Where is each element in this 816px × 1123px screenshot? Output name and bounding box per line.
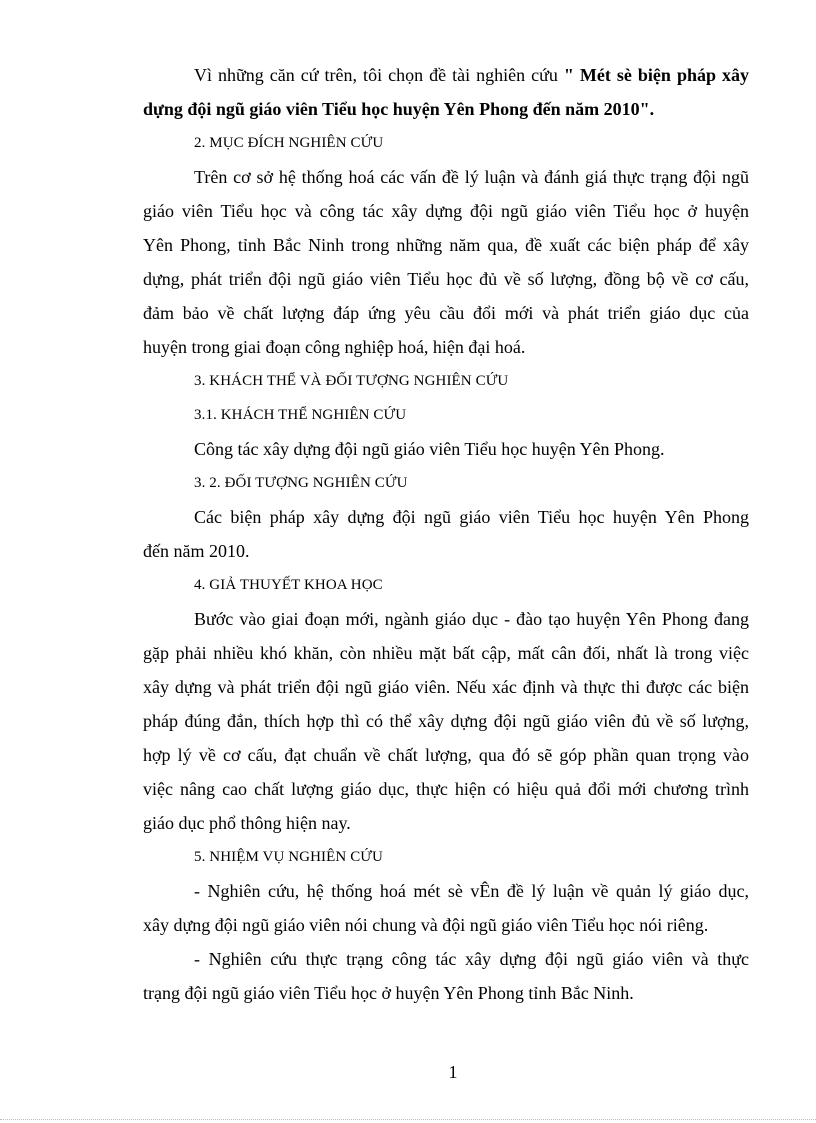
thesis-title-part-2: dựng đội ngũ giáo viên Tiểu học huyện Yên Phong đến năm 2010".: [143, 99, 655, 119]
task-1-line: xây dựng đội ngũ giáo viên nói chung và đội ngũ giáo viên Tiểu học nói riêng.: [143, 915, 709, 935]
hypothesis-line: giáo dục phổ thông hiện nay.: [143, 813, 351, 833]
purpose-line: Trên cơ sở hệ thống hoá các vấn đề lý luận và đánh giá thực trạng đội ngũ: [194, 167, 749, 187]
section-3-heading: 3. KHÁCH THỂ VÀ ĐỐI TƯỢNG NGHIÊN CỨU: [194, 373, 509, 389]
page-number: 1: [448, 1062, 458, 1082]
section-3-1-text: Công tác xây dựng đội ngũ giáo viên Tiểu học huyện Yên Phong.: [194, 439, 665, 459]
hypothesis-line: việc nâng cao chất lượng giáo dục, thực hiện có hiệu quả đổi mới chương trình: [143, 779, 749, 799]
purpose-line: Yên Phong, tỉnh Bắc Ninh trong những năm qua, đề xuất các biện pháp để xây: [143, 235, 749, 255]
hypothesis-line: xây dựng và phát triển đội ngũ giáo viên. Nếu xác định và thực thi được các biện: [143, 677, 749, 697]
hypothesis-line: gặp phải nhiều khó khăn, còn nhiều mặt bất cập, mất cân đối, nhất là trong việc: [143, 643, 749, 663]
task-1-line: - Nghiên cứu, hệ thống hoá mét sè vÊn đề lý luận về quản lý giáo dục,: [194, 881, 749, 901]
section-3-2-line: Các biện pháp xây dựng đội ngũ giáo viên Tiểu học huyện Yên Phong: [194, 507, 749, 527]
task-2-line: trạng đội ngũ giáo viên Tiểu học ở huyện Yên Phong tỉnh Bắc Ninh.: [143, 983, 634, 1003]
hypothesis-line: pháp đúng đắn, thích hợp thì có thể xây dựng đội ngũ giáo viên đủ về số lượng,: [143, 711, 749, 731]
section-3-1-heading: 3.1. KHÁCH THỂ NGHIÊN CỨU: [194, 407, 407, 423]
section-2-heading: 2. MỤC ĐÍCH NGHIÊN CỨU: [194, 135, 384, 151]
document-body: [143, 58, 749, 1010]
hypothesis-line: hợp lý về cơ cấu, đạt chuẩn về chất lượng, qua đó sẽ góp phần quan trọng vào: [143, 745, 749, 765]
task-2-line: - Nghiên cứu thực trạng công tác xây dựng đội ngũ giáo viên và thực: [194, 949, 749, 969]
purpose-line: dựng, phát triển đội ngũ giáo viên Tiểu học đủ về số lượng, đồng bộ về cơ cấu,: [143, 269, 749, 289]
section-3-2-line: đến năm 2010.: [143, 541, 250, 561]
section-4-heading: 4. GIẢ THUYẾT KHOA HỌC: [194, 577, 383, 593]
page-bottom-divider: [0, 1119, 816, 1120]
purpose-line: giáo viên Tiểu học và công tác xây dựng đội ngũ giáo viên Tiểu học ở huyện: [143, 201, 749, 221]
hypothesis-line: Bước vào giai đoạn mới, ngành giáo dục - đào tạo huyện Yên Phong đang: [194, 609, 749, 629]
purpose-line: đảm bảo về chất lượng đáp ứng yêu cầu đổi mới và phát triển giáo dục của: [143, 303, 749, 323]
intro-line-1: [143, 58, 749, 92]
thesis-title-part-1: " Mét sè biện pháp xây: [563, 65, 749, 85]
purpose-line: huyện trong giai đoạn công nghiệp hoá, hiện đại hoá.: [143, 337, 526, 357]
intro-text: Vì những căn cứ trên, tôi chọn đề tài nghiên cứu: [194, 65, 564, 85]
section-5-heading: 5. NHIỆM VỤ NGHIÊN CỨU: [194, 849, 383, 865]
section-3-2-heading: 3. 2. ĐỐI TƯỢNG NGHIÊN CỨU: [194, 475, 408, 491]
